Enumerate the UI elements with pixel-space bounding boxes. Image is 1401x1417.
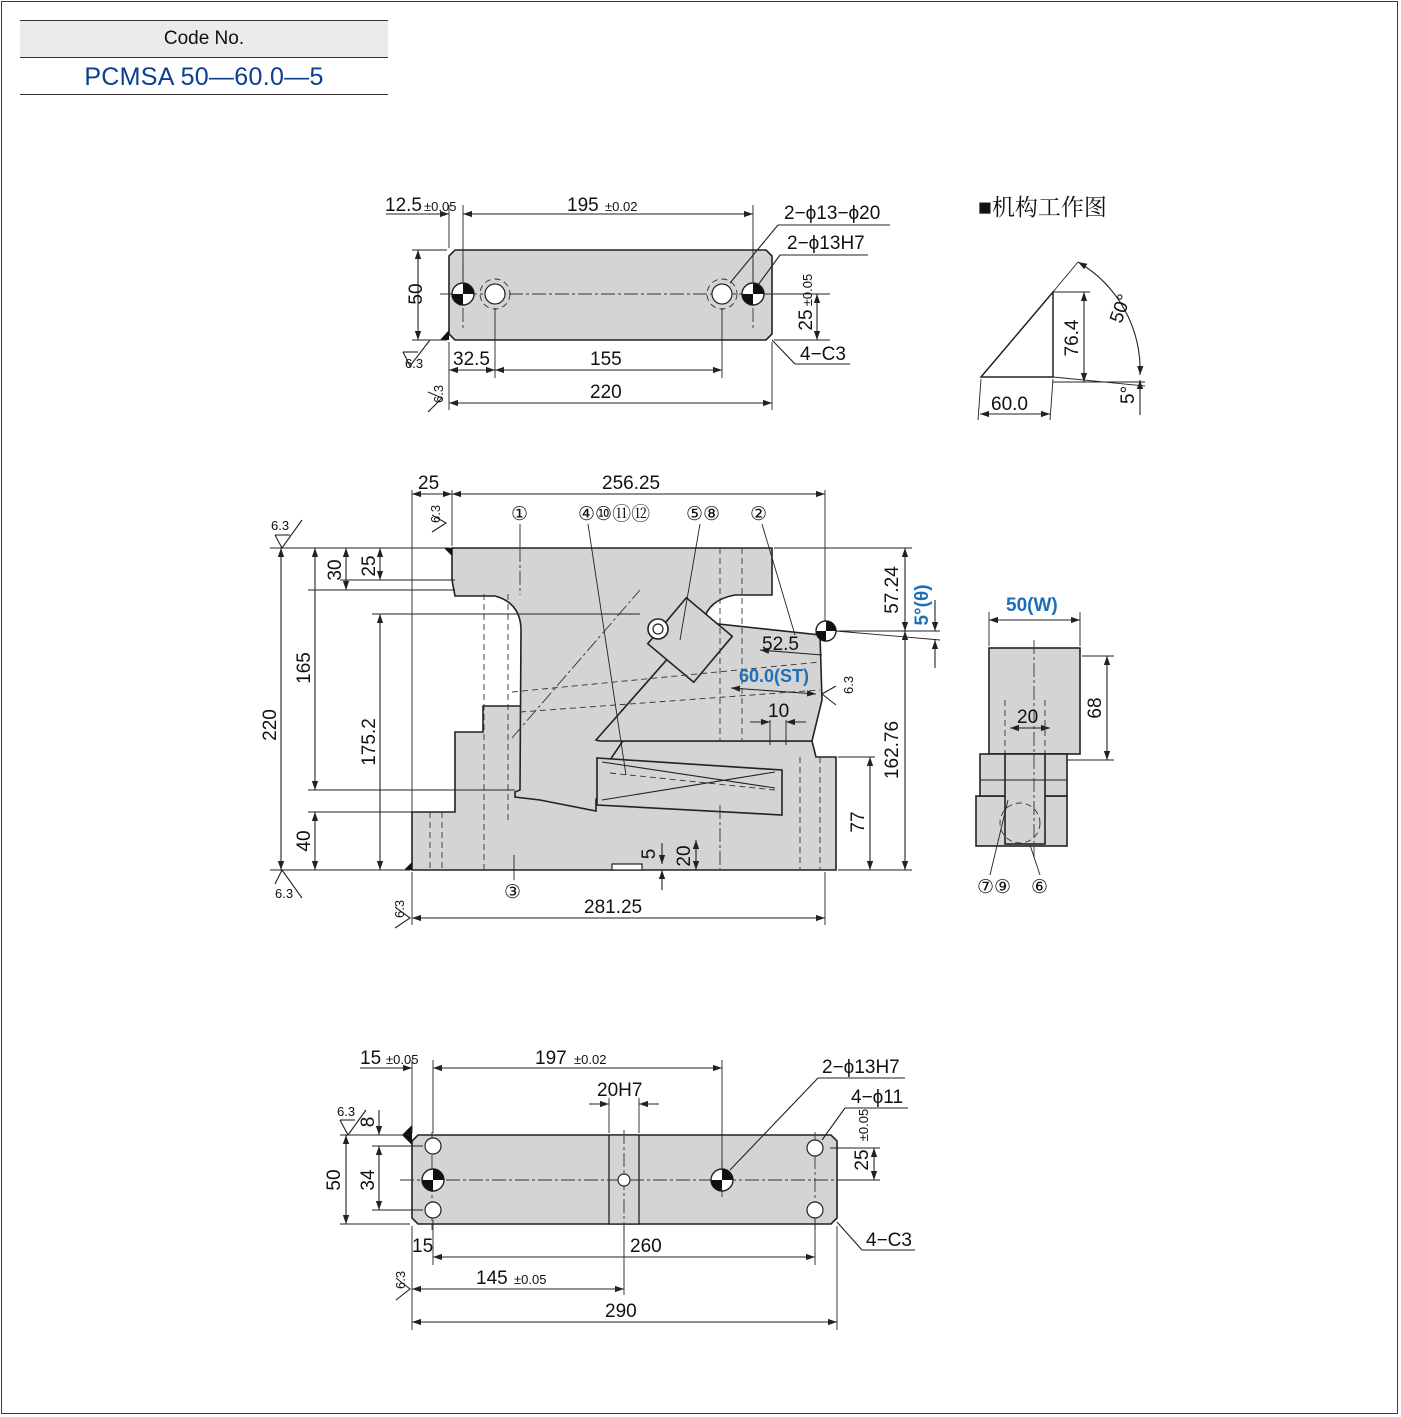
side-view: [976, 595, 1114, 898]
width-50-w: 50(W): [1006, 595, 1058, 616]
dim-10: 10: [768, 701, 790, 722]
dim-50-bottom: 50: [324, 1169, 345, 1191]
datum-point-icon: [816, 621, 836, 641]
svg-text:6.3: 6.3: [275, 886, 294, 901]
code-value: PCMSA 50—60.0—5: [20, 58, 388, 95]
mount-hole: [807, 1202, 823, 1218]
top-view: [385, 195, 890, 412]
roughness-symbol-icon: [428, 385, 446, 412]
hole-callout-4-11: 4−ϕ11: [851, 1087, 904, 1108]
svg-text:6.3: 6.3: [428, 504, 443, 523]
key-hole: [618, 1174, 630, 1186]
mount-hole: [425, 1202, 441, 1218]
dim-25-side: 25: [359, 555, 380, 577]
tol-25-bottom: ±0.05: [856, 1108, 871, 1142]
dim-15-bottom: 15: [412, 1236, 434, 1257]
datum-hole-right-icon: [742, 283, 764, 305]
tol-197: ±0.02: [574, 1052, 607, 1067]
dim-162-76: 162.76: [882, 720, 903, 780]
balloon-6: [1030, 845, 1048, 898]
bottom-view: [324, 1048, 915, 1330]
dim-52-5: 52.5: [762, 634, 799, 655]
stroke-60-st: 60.0(ST): [739, 666, 810, 686]
dim-77: 77: [848, 811, 869, 833]
roughness-symbol-icon: [275, 870, 302, 901]
svg-text:④⑩⑪⑫: ④⑩⑪⑫: [578, 504, 651, 525]
roughness-symbol-icon: [392, 900, 410, 928]
front-view: [260, 473, 940, 928]
dim-25-top: 25: [418, 473, 440, 494]
dim-290: 290: [605, 1301, 637, 1322]
svg-text:⑤⑧: ⑤⑧: [686, 504, 721, 525]
roughness-symbol-icon: [393, 1271, 410, 1300]
dim-260: 260: [630, 1236, 662, 1257]
mount-hole: [807, 1140, 823, 1156]
dim-155: 155: [590, 349, 622, 370]
roughness-symbol-icon: [822, 676, 856, 705]
dim-220: 220: [260, 709, 281, 741]
dim-5: 5: [639, 848, 660, 860]
mechanism-title: ■机构工作图: [978, 194, 1107, 220]
dim-195: 195: [567, 195, 599, 216]
hole-callout-13-20: 2−ϕ13−ϕ20: [784, 203, 881, 224]
hole-callout-13h7-bottom: 2−ϕ13H7: [822, 1057, 900, 1078]
dim-25: 25: [796, 309, 817, 331]
svg-text:③: ③: [504, 882, 522, 903]
dim-25-bottom: 25: [852, 1149, 873, 1171]
dim-8: 8: [358, 1116, 379, 1128]
svg-text:6.3: 6.3: [271, 518, 290, 533]
dim-76-4: 76.4: [1062, 319, 1083, 357]
roughness-symbol-icon: [428, 505, 446, 532]
hole-callout-13h7: 2−ϕ13H7: [787, 233, 865, 254]
dim-281-25: 281.25: [584, 897, 643, 918]
datum-hole-right-icon: [711, 1169, 733, 1191]
counterbore-hole-left: [485, 284, 505, 304]
dim-60: 60.0: [991, 394, 1028, 415]
svg-text:⑦⑨: ⑦⑨: [977, 877, 1012, 898]
angle-theta: 5°(θ): [912, 584, 933, 626]
angle-5: 5°: [1118, 385, 1139, 404]
dim-50: 50: [406, 283, 427, 305]
counterbore-hole-right: [712, 284, 732, 304]
tol-25: ±0.05: [800, 273, 815, 307]
svg-text:①: ①: [511, 504, 529, 525]
dim-20-front: 20: [674, 845, 695, 867]
dim-68: 68: [1085, 697, 1106, 719]
chamfer-4-c3: 4−C3: [800, 344, 846, 365]
balloon-1: [511, 504, 528, 548]
chamfer-4-c3-bottom: 4−C3: [866, 1230, 912, 1251]
tol-12-5: ±0.05: [424, 199, 457, 214]
dim-34: 34: [358, 1169, 379, 1191]
dim-220: 220: [590, 382, 622, 403]
svg-text:②: ②: [750, 504, 768, 525]
code-label: Code No.: [20, 20, 388, 58]
dim-40: 40: [294, 830, 315, 852]
angle-50: 50°: [1106, 291, 1136, 326]
datum-hole-left-icon: [422, 1169, 444, 1191]
svg-text:⑥: ⑥: [1031, 877, 1049, 898]
tol-145: ±0.05: [514, 1272, 547, 1287]
tol-15: ±0.05: [386, 1052, 419, 1067]
roughness-symbol-icon: [403, 340, 430, 371]
svg-text:6.3: 6.3: [392, 899, 407, 918]
dim-145: 145: [476, 1268, 508, 1289]
tol-195: ±0.02: [605, 199, 638, 214]
svg-text:6.3: 6.3: [405, 356, 424, 371]
dim-20-side: 20: [1017, 707, 1039, 728]
svg-text:6.3: 6.3: [393, 1270, 408, 1289]
datum-hole-left-icon: [452, 283, 474, 305]
mount-hole: [425, 1138, 441, 1154]
svg-text:6.3: 6.3: [337, 1104, 356, 1119]
dim-165: 165: [294, 652, 315, 684]
dim-175-2: 175.2: [359, 718, 380, 766]
svg-text:6.3: 6.3: [431, 384, 446, 403]
dim-15-top: 15: [360, 1048, 382, 1069]
dim-12-5: 12.5: [385, 195, 422, 216]
side-spring-block: [1005, 754, 1045, 844]
dim-30: 30: [325, 559, 346, 581]
dim-197: 197: [535, 1048, 567, 1069]
dim-57-24: 57.24: [882, 566, 903, 614]
roughness-symbol-icon: [271, 518, 302, 548]
dim-256-25: 256.25: [602, 473, 661, 494]
mechanism-diagram: [978, 194, 1145, 420]
svg-text:6.3: 6.3: [841, 675, 856, 694]
slot-20h7: 20H7: [597, 1080, 643, 1101]
dim-32-5: 32.5: [453, 349, 490, 370]
side-upper-block: [989, 648, 1080, 754]
